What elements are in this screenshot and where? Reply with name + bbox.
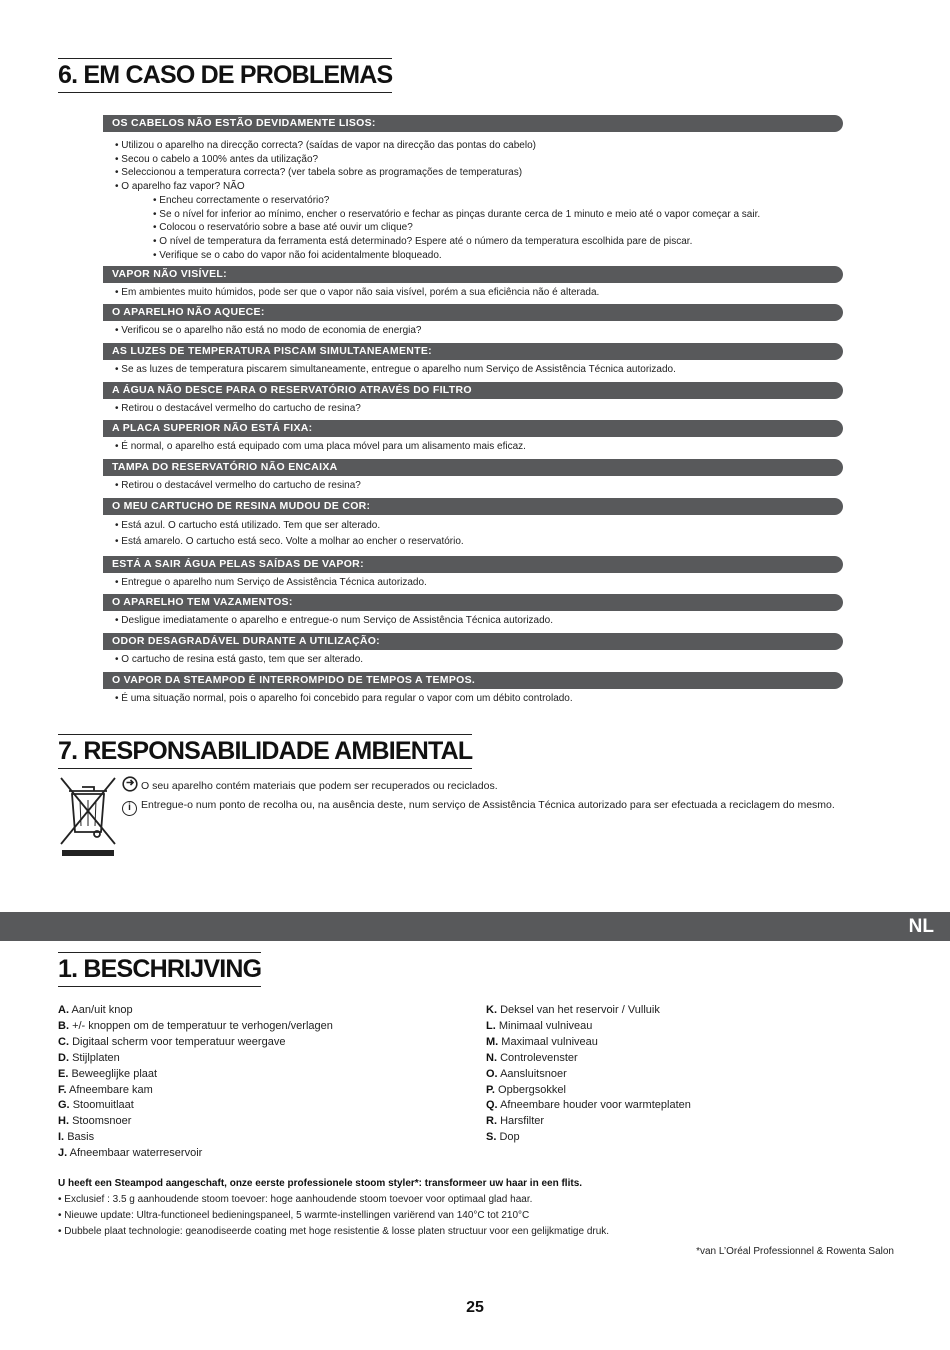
list-item: • Colocou o reservatório sobre a base até ouvir um clique? [153, 222, 413, 234]
list-item: O. Aansluitsnoer [486, 1067, 567, 1080]
problem-header: VAPOR NÃO VISÍVEL: [103, 266, 843, 283]
problem-items [103, 132, 843, 266]
problem-items [103, 476, 843, 497]
intro-lead: U heeft een Steampod aangeschaft, onze eerste professionele stoom styler*: transformeer uw haar in een flits. [58, 1178, 583, 1189]
problem-items [103, 611, 843, 632]
problem-2 [103, 266, 843, 304]
list-item: • Se o nível for inferior ao mínimo, encher o reservatório e fechar as pinças durante cerca de 1 minuto e meio até o vapor começar a sair. [153, 208, 761, 220]
problem-4 [103, 343, 843, 381]
problem-header: O APARELHO NÃO AQUECE: [103, 304, 843, 321]
list-item: E. Beweeglijke plaat [58, 1067, 158, 1080]
collection-line [122, 799, 835, 816]
list-item: • Entregue o aparelho num Serviço de Assistência Técnica autorizado. [115, 577, 427, 588]
section-7-title: 7. RESPONSABILIDADE AMBIENTAL [58, 734, 472, 769]
problem-3 [103, 304, 843, 342]
info-icon: i [122, 801, 137, 816]
problem-header: OS CABELOS NÃO ESTÃO DEVIDAMENTE LISOS: [103, 115, 843, 132]
list-item: • Seleccionou a temperatura correcta? (ver tabela sobre as programações de temperaturas) [115, 167, 523, 179]
list-item: • Se as luzes de temperatura piscarem simultaneamente, entregue o aparelho num Serviço de Assistência Técnica autorizado. [115, 364, 676, 375]
list-item: • Retirou o destacável vermelho do cartucho de resina? [115, 403, 361, 414]
problem-items [103, 399, 843, 420]
problem-items [103, 515, 843, 554]
list-item: F. Afneembare kam [58, 1083, 153, 1096]
problem-header: AS LUZES DE TEMPERATURA PISCAM SIMULTANEAMENTE: [103, 343, 843, 360]
problem-8 [103, 498, 843, 554]
list-item: • Verifique se o cabo do vapor não foi acidentalmente bloqueado. [153, 249, 442, 261]
recycle-line [122, 776, 498, 792]
parts-list-right [486, 1003, 691, 1146]
list-item: J. Afneembaar waterreservoir [58, 1147, 203, 1160]
problem-items [103, 650, 843, 671]
problem-9 [103, 556, 843, 594]
list-item: • O nível de temperatura da ferramenta está determinado? Espere até o número da temperatura escolhida pare de piscar. [153, 235, 693, 247]
problem-header: O APARELHO TEM VAZAMENTOS: [103, 594, 843, 611]
problem-header: TAMPA DO RESERVATÓRIO NÃO ENCAIXA [103, 459, 843, 476]
language-label: NL [908, 916, 934, 937]
list-item: • Retirou o destacável vermelho do cartucho de resina? [115, 480, 361, 491]
list-item: D. Stijlplaten [58, 1051, 120, 1064]
problem-12 [103, 672, 843, 710]
list-item: • O aparelho faz vapor? NÃO [115, 181, 245, 193]
list-item: • Está azul. O cartucho está utilizado. Tem que ser alterado. [115, 520, 381, 531]
list-item: Q. Afneembare houder voor warmteplaten [486, 1099, 691, 1112]
problem-header: O MEU CARTUCHO DE RESINA MUDOU DE COR: [103, 498, 843, 515]
list-item: R. Harsfilter [486, 1115, 545, 1128]
list-item: • O cartucho de resina está gasto, tem que ser alterado. [115, 654, 364, 665]
list-item: • Encheu correctamente o reservatório? [153, 194, 330, 206]
list-item: • Dubbele plaat technologie: geanodiseerde coating met hoge resistentie & losse platen structuur voor een gelijkmatige druk. [58, 1226, 610, 1237]
list-item: • Desligue imediatamente o aparelho e entregue-o num Serviço de Assistência Técnica autorizado. [115, 615, 554, 626]
list-item: K. Deksel van het reservoir / Vulluik [486, 1004, 660, 1016]
page-number: 25 [466, 1299, 484, 1316]
problem-header: ESTÁ A SAIR ÁGUA PELAS SAÍDAS DE VAPOR: [103, 556, 843, 573]
list-item: S. Dop [486, 1131, 520, 1144]
problem-header: O VAPOR DA STEAMPOD É INTERROMPIDO DE TEMPOS A TEMPOS. [103, 672, 843, 689]
problem-6 [103, 420, 843, 458]
problem-items [103, 573, 843, 594]
problem-items [103, 321, 843, 342]
problem-items [103, 689, 843, 710]
language-band [0, 912, 950, 941]
section-1-nl-title: 1. BESCHRIJVING [58, 952, 261, 987]
problem-11 [103, 633, 843, 671]
list-item: • Exclusief : 3.5 g aanhoudende stoom toevoer: hoge aanhoudende stoom toevoer voor optimaal glad haar. [58, 1194, 533, 1205]
list-item: A. Aan/uit knop [58, 1004, 133, 1016]
problem-items [103, 437, 843, 458]
recycle-text: O seu aparelho contém materiais que podem ser recuperados ou reciclados. [141, 780, 498, 792]
list-item: C. Digitaal scherm voor temperatuur weergave [58, 1035, 286, 1048]
problem-1 [103, 115, 843, 266]
problem-5 [103, 382, 843, 420]
list-item: • É uma situação normal, pois o aparelho foi concebido para regular o vapor com um débito controlado. [115, 693, 573, 704]
problem-10 [103, 594, 843, 632]
list-item: B. +/- knoppen om de temperatuur te verhogen/verlagen [58, 1019, 333, 1032]
list-item: • Utilizou o aparelho na direcção correcta? (saídas de vapor na direcção das pontas do cabelo) [115, 140, 536, 151]
problem-header: ODOR DESAGRADÁVEL DURANTE A UTILIZAÇÃO: [103, 633, 843, 650]
list-item: G. Stoomuitlaat [58, 1099, 134, 1112]
list-item: H. Stoomsnoer [58, 1115, 132, 1128]
intro-block [58, 1176, 898, 1240]
problem-header: A ÁGUA NÃO DESCE PARA O RESERVATÓRIO ATRAVÉS DO FILTRO [103, 382, 843, 399]
list-item: • Está amarelo. O cartucho está seco. Volte a molhar ao encher o reservatório. [115, 536, 464, 547]
problem-items [103, 283, 843, 304]
list-item: • Secou o cabelo a 100% antes da utilização? [115, 153, 319, 165]
list-item: I. Basis [58, 1131, 95, 1144]
collection-text: Entregue-o num ponto de recolha ou, na ausência deste, num serviço de Assistência Técnica autorizado para ser efectuada a reciclagem do mesmo. [141, 799, 835, 811]
problem-items [103, 360, 843, 381]
list-item: L. Minimaal vulniveau [486, 1019, 593, 1032]
list-item: • É normal, o aparelho está equipado com uma placa móvel para um alisamento mais eficaz. [115, 441, 526, 452]
parts-list-left [58, 1003, 333, 1162]
list-item: N. Controlevenster [486, 1051, 578, 1064]
problem-7 [103, 459, 843, 497]
list-item: P. Opbergsokkel [486, 1083, 566, 1096]
list-item: • Verificou se o aparelho não está no modo de economia de energia? [115, 325, 422, 336]
crossed-out-wheelie-bin-icon [58, 774, 118, 858]
footnote: *van L’Oréal Professionnel & Rowenta Salon [696, 1246, 894, 1257]
problem-header: A PLACA SUPERIOR NÃO ESTÁ FIXA: [103, 420, 843, 437]
list-item: M. Maximaal vulniveau [486, 1035, 598, 1048]
list-item: • Nieuwe update: Ultra-functioneel bedieningspaneel, 5 warmte-instellingen variërend van 140°C tot 210°C [58, 1210, 530, 1221]
list-item: • Em ambientes muito húmidos, pode ser que o vapor não saia visível, porém a sua eficiência não é alterada. [115, 287, 600, 298]
recycle-arrow-icon [122, 776, 138, 792]
section-6-title: 6. EM CASO DE PROBLEMAS [58, 58, 392, 93]
